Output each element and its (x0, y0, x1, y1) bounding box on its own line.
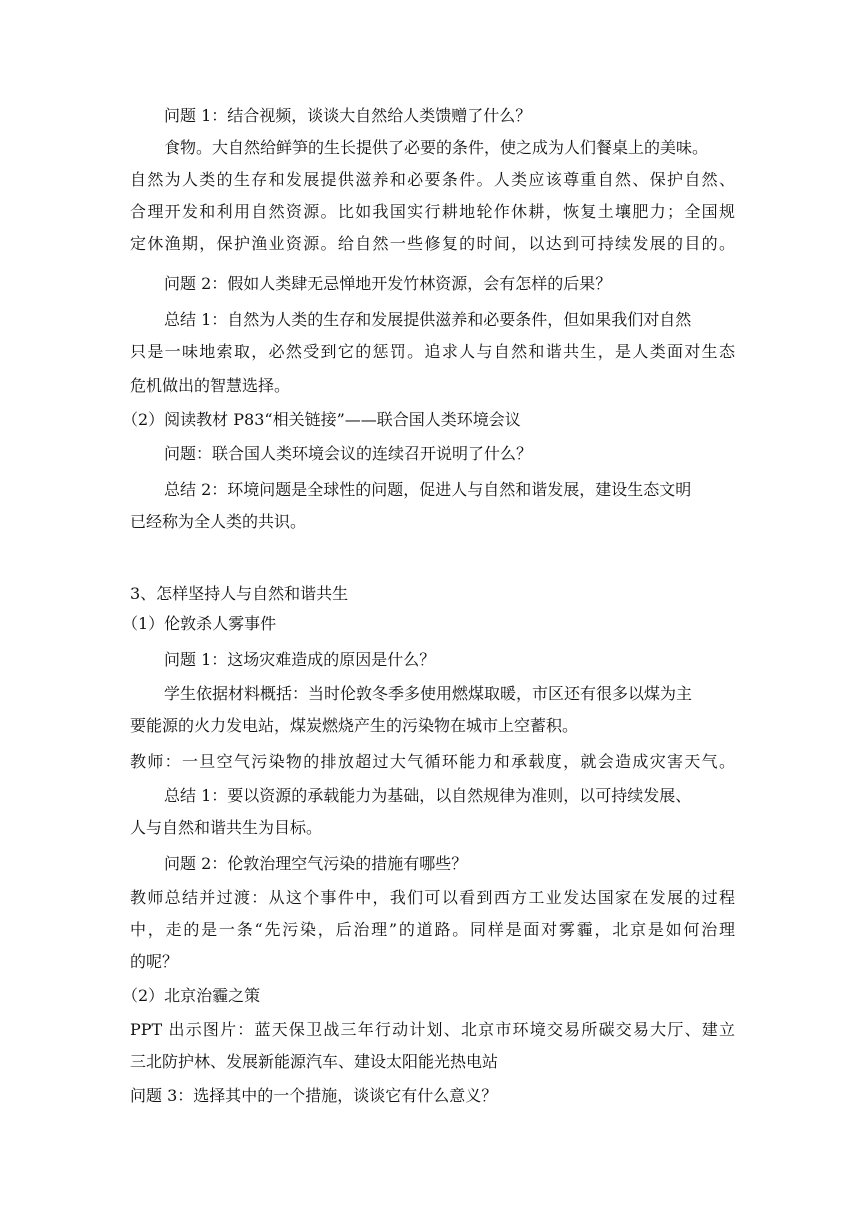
student-summary-line: 学生依据材料概括：当时伦敦冬季多使用燃煤取暖，市区还有很多以煤为主 (164, 684, 693, 703)
teacher-summary-line: 中，走的是一条“先污染，后治理”的道路。同样是面对雾霾，北京是如何治理 (130, 920, 735, 939)
teacher-summary-line: 教师总结并过渡：从这个事件中，我们可以看到西方工业发达国家在发展的过程 (130, 888, 735, 907)
summary-1-line: 总结 1：自然为人类的生存和发展提供滋养和必要条件，但如果我们对自然 (164, 310, 692, 329)
teacher-line: 教师：一旦空气污染物的排放超过大气循环能力和承载度，就会造成灾害天气。 (130, 752, 735, 771)
summary-1-line: 只是一味地索取，必然受到它的惩罚。追求人与自然和谐共生，是人类面对生态 (130, 342, 735, 361)
section-heading-2: （2）阅读教材 P83“相关链接”——联合国人类环境会议 (122, 410, 521, 429)
answer-paragraph-line: 合理开发和利用自然资源。比如我国实行耕地轮作休耕，恢复土壤肥力；全国规 (130, 202, 735, 221)
summary-1-line: 危机做出的智慧选择。 (130, 376, 291, 395)
question-1-line: 问题 1：结合视频，谈谈大自然给人类馈赠了什么？ (164, 106, 532, 125)
teacher-summary-line: 的呢？ (130, 952, 179, 971)
ppt-line: PPT 出示图片：蓝天保卫战三年行动计划、北京市环境交易所碳交易大厅、建立 (130, 1020, 735, 1039)
summary-1-line: 总结 1：要以资源的承载能力为基础，以自然规律为准则，以可持续发展、 (164, 786, 692, 805)
subsection-heading-2: （2）北京治霾之策 (122, 986, 261, 1005)
question-line: 问题：联合国人类环境会议的连续召开说明了什么？ (164, 444, 533, 463)
summary-2-line: 总结 2：环境问题是全球性的问题，促进人与自然和谐发展，建设生态文明 (164, 480, 692, 499)
question-3-line: 问题 3：选择其中的一个措施，谈谈它有什么意义？ (130, 1086, 498, 1105)
question-2-line: 问题 2：伦敦治理空气污染的措施有哪些？ (164, 854, 468, 873)
question-1-line: 问题 1：这场灾难造成的原因是什么？ (164, 650, 436, 669)
answer-paragraph-line: 自然为人类的生存和发展提供滋养和必要条件。人类应该尊重自然、保护自然、 (130, 170, 735, 189)
answer-paragraph-line: 定休渔期，保护渔业资源。给自然一些修复的时间，以达到可持续发展的目的。 (130, 234, 735, 253)
summary-1-line: 人与自然和谐共生为目标。 (130, 818, 323, 837)
subsection-heading-1: （1）伦敦杀人雾事件 (122, 614, 277, 633)
ppt-line: 三北防护林、发展新能源汽车、建设太阳能光热电站 (130, 1052, 499, 1071)
section-heading-3: 3、怎样坚持人与自然和谐共生 (130, 584, 349, 603)
student-summary-line: 要能源的火力发电站，煤炭燃烧产生的污染物在城市上空蓄积。 (130, 716, 579, 735)
question-2-line: 问题 2：假如人类肆无忌惮地开发竹林资源，会有怎样的后果？ (164, 274, 612, 293)
summary-2-line: 已经称为全人类的共识。 (130, 512, 307, 531)
answer-paragraph-line: 食物。大自然给鲜笋的生长提供了必要的条件，使之成为人们餐桌上的美味。 (164, 138, 709, 157)
